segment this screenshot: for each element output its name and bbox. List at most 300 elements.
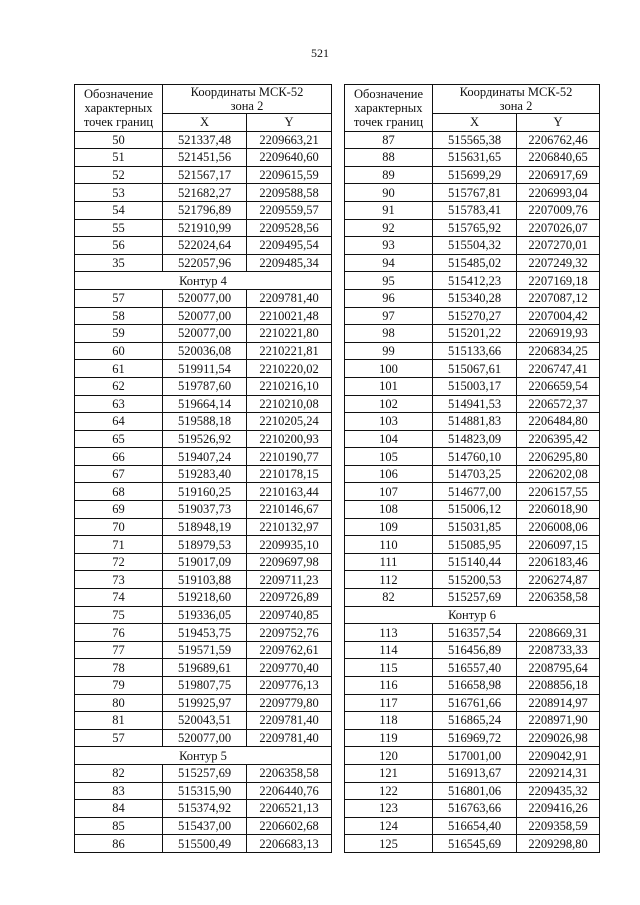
- point-cell: 115: [345, 659, 433, 677]
- point-cell: 76: [75, 624, 163, 642]
- point-cell: 71: [75, 536, 163, 554]
- y-cell: 2209358,59: [517, 817, 600, 835]
- page-number: 521: [311, 46, 329, 60]
- x-cell: 515006,12: [433, 501, 517, 519]
- x-cell: 514760,10: [433, 448, 517, 466]
- header-points: [75, 85, 163, 132]
- point-cell: 114: [345, 641, 433, 659]
- table-row: [345, 237, 600, 255]
- table-row: [345, 694, 600, 712]
- y-cell: 2206440,76: [247, 782, 332, 800]
- point-cell: 105: [345, 448, 433, 466]
- y-cell: 2206919,93: [517, 325, 600, 343]
- point-cell: 68: [75, 483, 163, 501]
- point-cell: 53: [75, 184, 163, 202]
- y-cell: 2209770,40: [247, 659, 332, 677]
- x-cell: 516865,24: [433, 712, 517, 730]
- y-cell: 2209781,40: [247, 729, 332, 747]
- table-row: [345, 747, 600, 765]
- x-cell: 516545,69: [433, 835, 517, 853]
- y-cell: 2206917,69: [517, 166, 600, 184]
- table-row: [75, 553, 332, 571]
- y-cell: 2210132,97: [247, 518, 332, 536]
- point-cell: 72: [75, 553, 163, 571]
- x-cell: 516763,66: [433, 800, 517, 818]
- x-cell: 521796,89: [163, 201, 247, 219]
- y-cell: 2209762,61: [247, 641, 332, 659]
- point-cell: 122: [345, 782, 433, 800]
- y-cell: 2209640,60: [247, 149, 332, 167]
- y-cell: 2208856,18: [517, 677, 600, 695]
- table-row: [345, 712, 600, 730]
- x-cell: 521451,56: [163, 149, 247, 167]
- table-row: [75, 360, 332, 378]
- table-row: [75, 641, 332, 659]
- point-cell: 106: [345, 465, 433, 483]
- y-cell: 2209026,98: [517, 729, 600, 747]
- y-cell: 2206008,06: [517, 518, 600, 536]
- point-cell: 57: [75, 729, 163, 747]
- point-cell: 83: [75, 782, 163, 800]
- x-cell: 520043,51: [163, 712, 247, 730]
- point-cell: 54: [75, 201, 163, 219]
- y-cell: 2209042,91: [517, 747, 600, 765]
- x-cell: 515270,27: [433, 307, 517, 325]
- x-cell: 519807,75: [163, 677, 247, 695]
- x-cell: 515565,38: [433, 131, 517, 149]
- table-row: [345, 800, 600, 818]
- point-cell: 60: [75, 342, 163, 360]
- table-row: [345, 219, 600, 237]
- header-y: Y: [247, 114, 332, 132]
- point-cell: 91: [345, 201, 433, 219]
- table-row: [75, 483, 332, 501]
- table-row: [75, 395, 332, 413]
- y-cell: 2208914,97: [517, 694, 600, 712]
- x-cell: 515257,69: [163, 764, 247, 782]
- point-cell: 63: [75, 395, 163, 413]
- point-cell: 94: [345, 254, 433, 272]
- table-row: [345, 201, 600, 219]
- table-row: [75, 835, 332, 853]
- table-row: [345, 395, 600, 413]
- table-row: [345, 782, 600, 800]
- x-cell: 515485,02: [433, 254, 517, 272]
- table-row: [75, 289, 332, 307]
- section-row: [75, 272, 332, 290]
- x-cell: 514881,83: [433, 413, 517, 431]
- y-cell: 2206659,54: [517, 377, 600, 395]
- header-points: [345, 85, 433, 132]
- table-row: [75, 606, 332, 624]
- y-cell: 2209711,23: [247, 571, 332, 589]
- section-label: Контур 5: [75, 747, 332, 765]
- y-cell: 2209298,80: [517, 835, 600, 853]
- x-cell: 516801,06: [433, 782, 517, 800]
- table-row: [345, 483, 600, 501]
- y-cell: 2206183,46: [517, 553, 600, 571]
- x-cell: 515140,44: [433, 553, 517, 571]
- y-cell: 2206395,42: [517, 430, 600, 448]
- x-cell: 515031,85: [433, 518, 517, 536]
- y-cell: 2209726,89: [247, 589, 332, 607]
- x-cell: 515257,69: [433, 589, 517, 607]
- y-cell: 2208795,64: [517, 659, 600, 677]
- y-cell: 2210205,24: [247, 413, 332, 431]
- y-cell: 2206747,41: [517, 360, 600, 378]
- table-row: [75, 237, 332, 255]
- y-cell: 2207009,76: [517, 201, 600, 219]
- x-cell: 519283,40: [163, 465, 247, 483]
- y-cell: 2210021,48: [247, 307, 332, 325]
- x-cell: 521337,48: [163, 131, 247, 149]
- point-cell: 55: [75, 219, 163, 237]
- x-cell: 515437,00: [163, 817, 247, 835]
- table-row: [75, 430, 332, 448]
- x-cell: 519103,88: [163, 571, 247, 589]
- y-cell: 2209528,56: [247, 219, 332, 237]
- x-cell: 519689,61: [163, 659, 247, 677]
- header-points-line: характерных: [84, 100, 153, 115]
- table-row: [75, 518, 332, 536]
- x-cell: 514941,53: [433, 395, 517, 413]
- y-cell: 2206484,80: [517, 413, 600, 431]
- point-cell: 57: [75, 289, 163, 307]
- table-row: [75, 536, 332, 554]
- table-row: [345, 571, 600, 589]
- y-cell: 2206602,68: [247, 817, 332, 835]
- x-cell: 516456,89: [433, 641, 517, 659]
- x-cell: 517001,00: [433, 747, 517, 765]
- x-cell: 515315,90: [163, 782, 247, 800]
- header-coordinates-zone: зона 2: [230, 99, 264, 113]
- table-row: [345, 289, 600, 307]
- y-cell: 2209779,80: [247, 694, 332, 712]
- x-cell: 519588,18: [163, 413, 247, 431]
- x-cell: 515631,65: [433, 149, 517, 167]
- point-cell: 121: [345, 764, 433, 782]
- x-cell: 514823,09: [433, 430, 517, 448]
- table-row: [75, 219, 332, 237]
- table-row: [345, 465, 600, 483]
- table-row: [75, 149, 332, 167]
- header-x: X: [163, 114, 247, 132]
- x-cell: 520036,08: [163, 342, 247, 360]
- section-label: Контур 4: [75, 272, 332, 290]
- point-cell: 87: [345, 131, 433, 149]
- y-cell: 2206993,04: [517, 184, 600, 202]
- table-row: [75, 307, 332, 325]
- header-points-line: Обозначение: [353, 86, 424, 101]
- table-row: [75, 413, 332, 431]
- x-cell: 519571,59: [163, 641, 247, 659]
- point-cell: 104: [345, 430, 433, 448]
- x-cell: 514677,00: [433, 483, 517, 501]
- table-row: [75, 465, 332, 483]
- x-cell: 519526,92: [163, 430, 247, 448]
- table-body-left: [75, 131, 332, 852]
- y-cell: 2207004,42: [517, 307, 600, 325]
- header-points-line: точек границ: [353, 114, 424, 129]
- x-cell: 520077,00: [163, 729, 247, 747]
- y-cell: 2206358,58: [517, 589, 600, 607]
- table-row: [345, 729, 600, 747]
- table-row: [75, 764, 332, 782]
- x-cell: 519336,05: [163, 606, 247, 624]
- x-cell: 515200,53: [433, 571, 517, 589]
- point-cell: 93: [345, 237, 433, 255]
- table-row: [345, 430, 600, 448]
- table-row: [345, 342, 600, 360]
- point-cell: 109: [345, 518, 433, 536]
- y-cell: 2206202,08: [517, 465, 600, 483]
- point-cell: 67: [75, 465, 163, 483]
- x-cell: 519037,73: [163, 501, 247, 519]
- x-cell: 516969,72: [433, 729, 517, 747]
- point-cell: 101: [345, 377, 433, 395]
- x-cell: 519407,24: [163, 448, 247, 466]
- x-cell: 515085,95: [433, 536, 517, 554]
- y-cell: 2210146,67: [247, 501, 332, 519]
- point-cell: 85: [75, 817, 163, 835]
- header-points-line: Обозначение: [83, 86, 154, 101]
- table-row: [75, 694, 332, 712]
- section-row: [345, 606, 600, 624]
- y-cell: 2209588,58: [247, 184, 332, 202]
- table-row: [75, 342, 332, 360]
- table-row: [345, 413, 600, 431]
- table-row: [345, 659, 600, 677]
- table-row: [345, 149, 600, 167]
- y-cell: 2209485,34: [247, 254, 332, 272]
- point-cell: 116: [345, 677, 433, 695]
- table-row: [75, 800, 332, 818]
- y-cell: 2207169,18: [517, 272, 600, 290]
- point-cell: 99: [345, 342, 433, 360]
- y-cell: 2207249,32: [517, 254, 600, 272]
- point-cell: 77: [75, 641, 163, 659]
- table-row: [345, 624, 600, 642]
- point-cell: 102: [345, 395, 433, 413]
- x-cell: 519787,60: [163, 377, 247, 395]
- x-cell: 516658,98: [433, 677, 517, 695]
- table-row: [75, 624, 332, 642]
- table-row: [345, 501, 600, 519]
- x-cell: 515767,81: [433, 184, 517, 202]
- y-cell: 2210163,44: [247, 483, 332, 501]
- x-cell: 520077,00: [163, 325, 247, 343]
- x-cell: 519925,97: [163, 694, 247, 712]
- y-cell: 2209781,40: [247, 712, 332, 730]
- x-cell: 519453,75: [163, 624, 247, 642]
- point-cell: 120: [345, 747, 433, 765]
- point-cell: 124: [345, 817, 433, 835]
- table-row: [345, 835, 600, 853]
- y-cell: 2208733,33: [517, 641, 600, 659]
- y-cell: 2206762,46: [517, 131, 600, 149]
- x-cell: 515133,66: [433, 342, 517, 360]
- y-cell: 2208669,31: [517, 624, 600, 642]
- point-cell: 118: [345, 712, 433, 730]
- x-cell: 515067,61: [433, 360, 517, 378]
- x-cell: 515374,92: [163, 800, 247, 818]
- point-cell: 111: [345, 553, 433, 571]
- x-cell: 515783,41: [433, 201, 517, 219]
- point-cell: 107: [345, 483, 433, 501]
- point-cell: 123: [345, 800, 433, 818]
- table-row: [75, 448, 332, 466]
- point-cell: 50: [75, 131, 163, 149]
- table-body-right: [345, 131, 600, 852]
- point-cell: 65: [75, 430, 163, 448]
- point-cell: 61: [75, 360, 163, 378]
- table-row: [75, 659, 332, 677]
- x-cell: 516654,40: [433, 817, 517, 835]
- table-row: [345, 360, 600, 378]
- point-cell: 125: [345, 835, 433, 853]
- point-cell: 89: [345, 166, 433, 184]
- point-cell: 112: [345, 571, 433, 589]
- table-row: [345, 448, 600, 466]
- y-cell: 2210190,77: [247, 448, 332, 466]
- table-row: [345, 518, 600, 536]
- header-coordinates-title: Координаты МСК-52: [459, 85, 573, 99]
- coordinates-table-right: [344, 84, 600, 853]
- y-cell: 2206521,13: [247, 800, 332, 818]
- x-cell: 516357,54: [433, 624, 517, 642]
- x-cell: 522057,96: [163, 254, 247, 272]
- y-cell: 2210221,81: [247, 342, 332, 360]
- table-row: [75, 712, 332, 730]
- x-cell: 521682,27: [163, 184, 247, 202]
- y-cell: 2207270,01: [517, 237, 600, 255]
- table-row: [75, 201, 332, 219]
- y-cell: 2206834,25: [517, 342, 600, 360]
- table-row: [75, 184, 332, 202]
- x-cell: 521567,17: [163, 166, 247, 184]
- table-row: [75, 166, 332, 184]
- table-row: [345, 641, 600, 659]
- header-coordinates: [433, 85, 600, 114]
- point-cell: 108: [345, 501, 433, 519]
- y-cell: 2209435,32: [517, 782, 600, 800]
- y-cell: 2206097,15: [517, 536, 600, 554]
- x-cell: 521910,99: [163, 219, 247, 237]
- y-cell: 2207087,12: [517, 289, 600, 307]
- point-cell: 78: [75, 659, 163, 677]
- table-row: [75, 254, 332, 272]
- point-cell: 69: [75, 501, 163, 519]
- x-cell: 515412,23: [433, 272, 517, 290]
- y-cell: 2206358,58: [247, 764, 332, 782]
- y-cell: 2206683,13: [247, 835, 332, 853]
- table-row: [75, 782, 332, 800]
- table-row: [75, 325, 332, 343]
- x-cell: 515201,22: [433, 325, 517, 343]
- point-cell: 110: [345, 536, 433, 554]
- section-row: [75, 747, 332, 765]
- table-row: [75, 729, 332, 747]
- coordinates-table-left: [74, 84, 332, 853]
- point-cell: 73: [75, 571, 163, 589]
- point-cell: 88: [345, 149, 433, 167]
- point-cell: 113: [345, 624, 433, 642]
- y-cell: 2210221,80: [247, 325, 332, 343]
- table-row: [75, 377, 332, 395]
- point-cell: 79: [75, 677, 163, 695]
- x-cell: 515340,28: [433, 289, 517, 307]
- y-cell: 2206840,65: [517, 149, 600, 167]
- y-cell: 2209740,85: [247, 606, 332, 624]
- x-cell: 520077,00: [163, 307, 247, 325]
- x-cell: 520077,00: [163, 289, 247, 307]
- y-cell: 2209697,98: [247, 553, 332, 571]
- point-cell: 86: [75, 835, 163, 853]
- table-row: [75, 677, 332, 695]
- point-cell: 70: [75, 518, 163, 536]
- y-cell: 2209416,26: [517, 800, 600, 818]
- point-cell: 59: [75, 325, 163, 343]
- table-row: [75, 817, 332, 835]
- point-cell: 92: [345, 219, 433, 237]
- header-coordinates: [163, 85, 332, 114]
- table-row: [75, 571, 332, 589]
- y-cell: 2206274,87: [517, 571, 600, 589]
- table-row: [75, 131, 332, 149]
- y-cell: 2206157,55: [517, 483, 600, 501]
- y-cell: 2210216,10: [247, 377, 332, 395]
- y-cell: 2209776,13: [247, 677, 332, 695]
- table-row: [345, 184, 600, 202]
- table-row: [345, 166, 600, 184]
- y-cell: 2207026,07: [517, 219, 600, 237]
- y-cell: 2206295,80: [517, 448, 600, 466]
- y-cell: 2209615,59: [247, 166, 332, 184]
- point-cell: 98: [345, 325, 433, 343]
- table-row: [345, 553, 600, 571]
- x-cell: 519218,60: [163, 589, 247, 607]
- point-cell: 84: [75, 800, 163, 818]
- x-cell: 519664,14: [163, 395, 247, 413]
- table-row: [345, 254, 600, 272]
- table-row: [345, 589, 600, 607]
- point-cell: 103: [345, 413, 433, 431]
- point-cell: 96: [345, 289, 433, 307]
- point-cell: 117: [345, 694, 433, 712]
- x-cell: 518979,53: [163, 536, 247, 554]
- point-cell: 52: [75, 166, 163, 184]
- y-cell: 2210200,93: [247, 430, 332, 448]
- point-cell: 119: [345, 729, 433, 747]
- y-cell: 2209214,31: [517, 764, 600, 782]
- y-cell: 2209559,57: [247, 201, 332, 219]
- x-cell: 516913,67: [433, 764, 517, 782]
- x-cell: 514703,25: [433, 465, 517, 483]
- table-row: [75, 589, 332, 607]
- table-row: [345, 536, 600, 554]
- point-cell: 51: [75, 149, 163, 167]
- point-cell: 35: [75, 254, 163, 272]
- y-cell: 2208971,90: [517, 712, 600, 730]
- x-cell: 516557,40: [433, 659, 517, 677]
- table-row: [345, 817, 600, 835]
- table-row: [345, 377, 600, 395]
- x-cell: 519911,54: [163, 360, 247, 378]
- x-cell: 515699,29: [433, 166, 517, 184]
- x-cell: 515765,92: [433, 219, 517, 237]
- point-cell: 81: [75, 712, 163, 730]
- table-row: [75, 501, 332, 519]
